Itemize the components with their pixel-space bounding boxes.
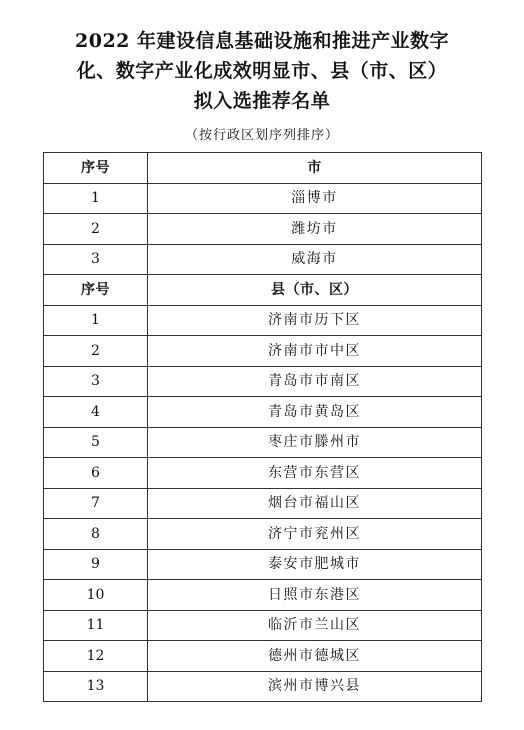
row-number: 1 <box>44 305 148 336</box>
table-row <box>44 488 482 519</box>
county-header-no: 序号 <box>44 275 148 306</box>
row-number: 6 <box>44 458 148 489</box>
table-row <box>44 397 482 428</box>
table-row <box>44 641 482 672</box>
table-row <box>44 366 482 397</box>
table-row <box>44 183 482 214</box>
row-name: 日照市东港区 <box>148 580 482 611</box>
row-number: 13 <box>44 671 148 702</box>
county-header-name: 县（市、区） <box>148 275 482 306</box>
table-row <box>44 519 482 550</box>
title-line-1: 2022 年建设信息基础设施和推进产业数字 <box>75 30 449 52</box>
row-name: 青岛市市南区 <box>148 366 482 397</box>
table-row <box>44 244 482 275</box>
row-number: 9 <box>44 549 148 580</box>
table-row <box>44 305 482 336</box>
row-number: 1 <box>44 183 148 214</box>
row-number: 7 <box>44 488 148 519</box>
row-name: 青岛市黄岛区 <box>148 397 482 428</box>
table-row <box>44 580 482 611</box>
row-name: 淄博市 <box>148 183 482 214</box>
title-line-3: 拟入选推荐名单 <box>193 90 331 112</box>
row-number: 3 <box>44 244 148 275</box>
table-row <box>44 336 482 367</box>
table-row <box>44 610 482 641</box>
table-row <box>44 671 482 702</box>
row-name: 济南市历下区 <box>148 305 482 336</box>
table-row <box>44 427 482 458</box>
row-number: 5 <box>44 427 148 458</box>
row-number: 10 <box>44 580 148 611</box>
table-row <box>44 549 482 580</box>
recommendation-table <box>43 152 482 702</box>
city-header-no: 序号 <box>44 153 148 184</box>
row-number: 11 <box>44 610 148 641</box>
row-number: 2 <box>44 336 148 367</box>
row-number: 2 <box>44 214 148 245</box>
county-header-row <box>44 275 482 306</box>
document-title <box>20 26 504 116</box>
city-header-row <box>44 153 482 184</box>
city-header-name: 市 <box>148 153 482 184</box>
table-row <box>44 214 482 245</box>
document-subtitle: （按行政区划序列排序） <box>184 128 339 143</box>
table-row <box>44 458 482 489</box>
row-name: 德州市德城区 <box>148 641 482 672</box>
row-number: 12 <box>44 641 148 672</box>
row-name: 济南市市中区 <box>148 336 482 367</box>
row-name: 东营市东营区 <box>148 458 482 489</box>
row-name: 威海市 <box>148 244 482 275</box>
row-name: 潍坊市 <box>148 214 482 245</box>
row-name: 滨州市博兴县 <box>148 671 482 702</box>
row-name: 济宁市兖州区 <box>148 519 482 550</box>
row-number: 4 <box>44 397 148 428</box>
title-line-2: 化、数字产业化成效明显市、县（市、区） <box>76 60 448 82</box>
row-name: 枣庄市滕州市 <box>148 427 482 458</box>
row-name: 烟台市福山区 <box>148 488 482 519</box>
row-number: 8 <box>44 519 148 550</box>
row-number: 3 <box>44 366 148 397</box>
row-name: 泰安市肥城市 <box>148 549 482 580</box>
row-name: 临沂市兰山区 <box>148 610 482 641</box>
